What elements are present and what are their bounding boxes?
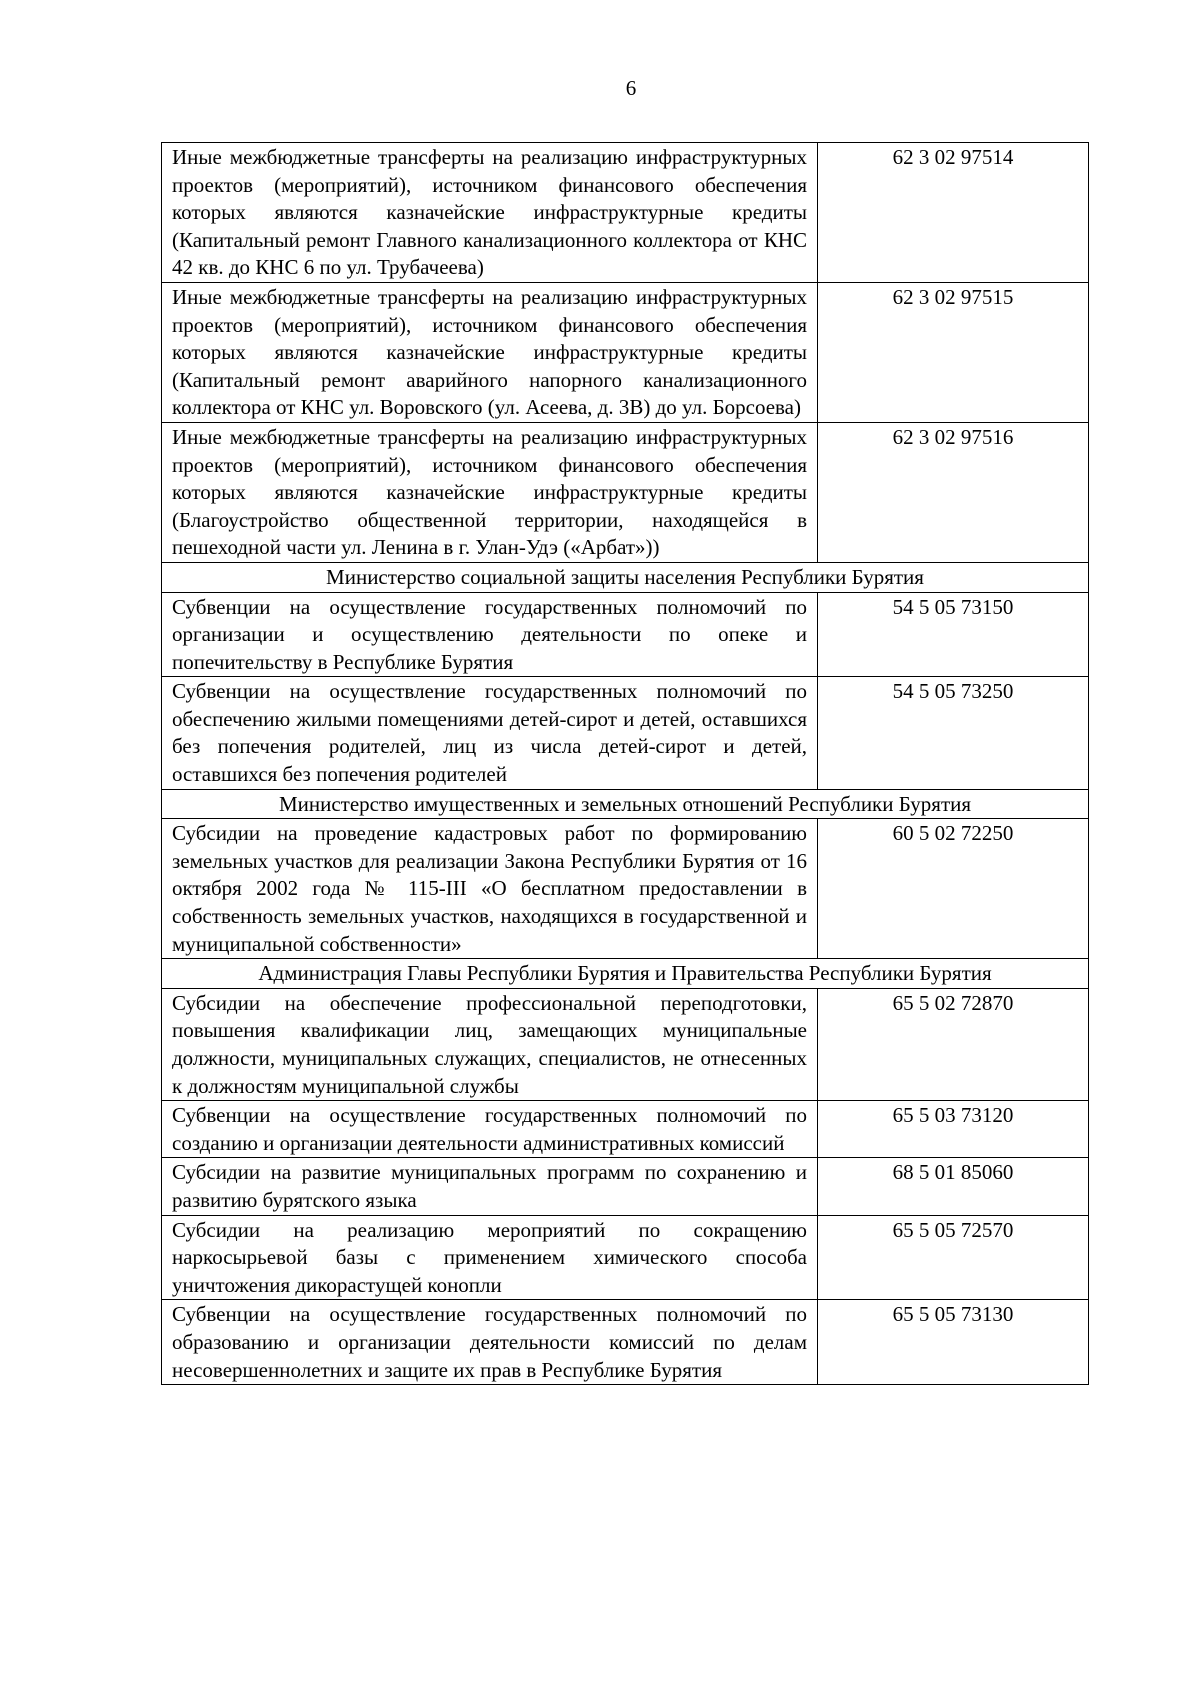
section-row bbox=[162, 562, 1089, 592]
row-code: 54 5 05 73150 bbox=[818, 592, 1089, 677]
table-row bbox=[162, 1300, 1089, 1385]
appendix-table bbox=[161, 142, 1089, 1385]
section-heading: Министерство социальной защиты населения Республики Бурятия bbox=[162, 562, 1089, 592]
row-description: Субсидии на проведение кадастровых работ по формированию земельных участков для реализации Закона Республики Бурятия от 16 октября 2002 года № 115-III «О бесплатном предоставлении в собственность земельных участков, находящихся в государственной и муниципальной собственности» bbox=[162, 819, 818, 959]
table-row bbox=[162, 143, 1089, 283]
table-row bbox=[162, 819, 1089, 959]
row-code: 62 3 02 97516 bbox=[818, 422, 1089, 562]
row-code: 60 5 02 72250 bbox=[818, 819, 1089, 959]
table-row bbox=[162, 422, 1089, 562]
section-row bbox=[162, 959, 1089, 989]
row-description: Иные межбюджетные трансферты на реализацию инфраструктурных проектов (мероприятий), источником финансового обеспечения которых являются казначейские инфраструктурные кредиты (Благоустройство общественной территории, находящейся в пешеходной части ул. Ленина в г. Улан-Удэ («Арбат»)) bbox=[162, 422, 818, 562]
section-heading: Министерство имущественных и земельных отношений Республики Бурятия bbox=[162, 789, 1089, 819]
row-code: 65 5 05 72570 bbox=[818, 1215, 1089, 1300]
section-row bbox=[162, 789, 1089, 819]
row-description: Субсидии на реализацию мероприятий по сокращению наркосырьевой базы с применением химического способа уничтожения дикорастущей конопли bbox=[162, 1215, 818, 1300]
row-code: 65 5 02 72870 bbox=[818, 988, 1089, 1100]
row-code: 65 5 05 73130 bbox=[818, 1300, 1089, 1385]
row-description: Субвенции на осуществление государственных полномочий по созданию и организации деятельности административных комиссий bbox=[162, 1101, 818, 1158]
row-description: Иные межбюджетные трансферты на реализацию инфраструктурных проектов (мероприятий), источником финансового обеспечения которых являются казначейские инфраструктурные кредиты (Капитальный ремонт аварийного напорного канализационного коллектора от КНС ул. Воровского (ул. Асеева, д. 3В) до ул. Борсоева) bbox=[162, 282, 818, 422]
row-code: 54 5 05 73250 bbox=[818, 677, 1089, 789]
row-description: Иные межбюджетные трансферты на реализацию инфраструктурных проектов (мероприятий), источником финансового обеспечения которых являются казначейские инфраструктурные кредиты (Капитальный ремонт Главного канализационного коллектора от КНС 42 кв. до КНС 6 по ул. Трубачеева) bbox=[162, 143, 818, 283]
page-number: 6 bbox=[625, 76, 637, 100]
section-heading: Администрация Главы Республики Бурятия и Правительства Республики Бурятия bbox=[162, 959, 1089, 989]
table-row bbox=[162, 592, 1089, 677]
table-row bbox=[162, 1215, 1089, 1300]
row-description: Субсидии на обеспечение профессиональной переподготовки, повышения квалификации лиц, замещающих муниципальные должности, муниципальных служащих, специалистов, не отнесенных к должностям муниципальной службы bbox=[162, 988, 818, 1100]
row-code: 65 5 03 73120 bbox=[818, 1101, 1089, 1158]
table-row bbox=[162, 1101, 1089, 1158]
table-row bbox=[162, 282, 1089, 422]
row-description: Субвенции на осуществление государственных полномочий по образованию и организации деятельности комиссий по делам несовершеннолетних и защите их прав в Республике Бурятия bbox=[162, 1300, 818, 1385]
table-row bbox=[162, 1158, 1089, 1215]
table-row bbox=[162, 677, 1089, 789]
row-description: Субсидии на развитие муниципальных программ по сохранению и развитию бурятского языка bbox=[162, 1158, 818, 1215]
row-description: Субвенции на осуществление государственных полномочий по организации и осуществлению деятельности по опеке и попечительству в Республике Бурятия bbox=[162, 592, 818, 677]
table-row bbox=[162, 988, 1089, 1100]
row-description: Субвенции на осуществление государственных полномочий по обеспечению жилыми помещениями детей-сирот и детей, оставшихся без попечения родителей, лиц из числа детей-сирот и детей, оставшихся без попечения родителей bbox=[162, 677, 818, 789]
row-code: 62 3 02 97515 bbox=[818, 282, 1089, 422]
row-code: 68 5 01 85060 bbox=[818, 1158, 1089, 1215]
row-code: 62 3 02 97514 bbox=[818, 143, 1089, 283]
